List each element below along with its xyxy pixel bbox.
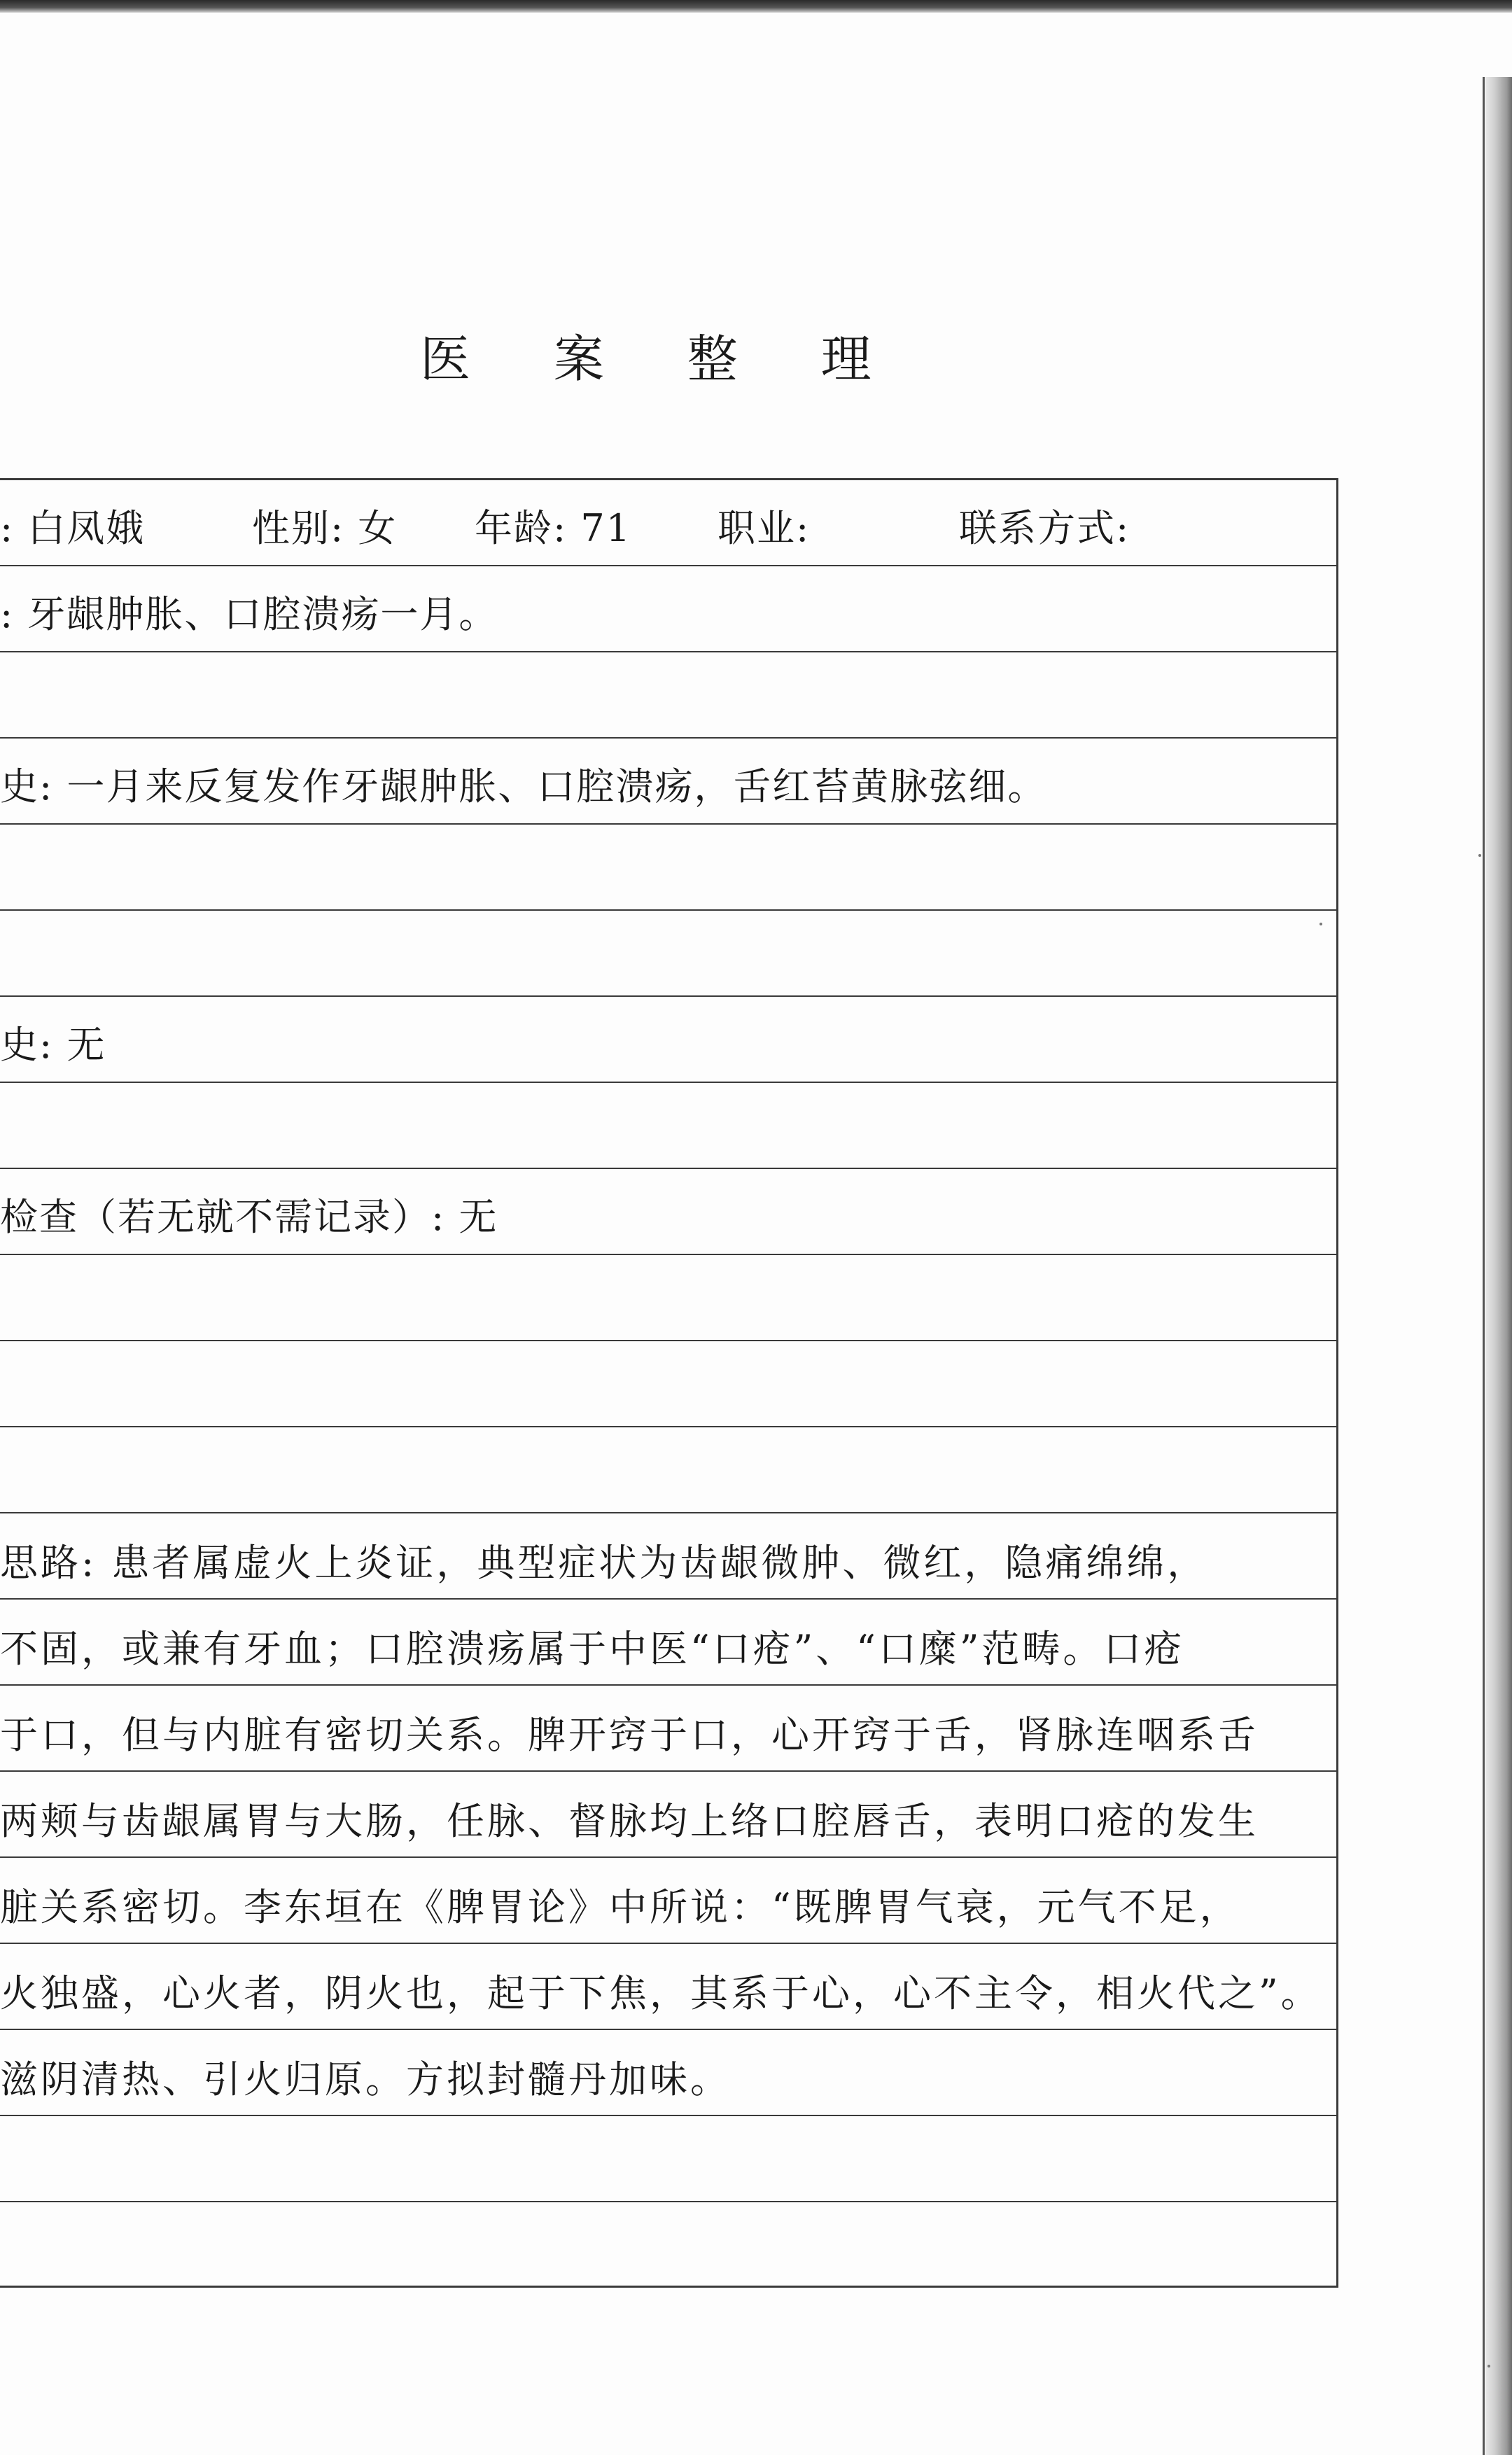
- past-history-text: 史: 无: [0, 1023, 106, 1067]
- patient-occupation: 职业:: [718, 506, 811, 550]
- examination-text: 检查（若无就不需记录）: 无: [0, 1195, 498, 1239]
- analysis-line: 思路: 患者属虚火上炎证，典型症状为齿龈微肿、微红，隐痛绵绵，: [0, 1541, 1208, 1585]
- present-illness-row: [0, 739, 1336, 825]
- analysis-line: 脏关系密切。李东垣在《脾胃论》中所说：“既脾胃气衰，元气不足，: [0, 1885, 1240, 1929]
- document-title: 医 案 整 理: [420, 330, 905, 389]
- patient-info-row: [0, 480, 1336, 566]
- analysis-line: 于口，但与内脏有密切关系。脾开窍于口，心开窍于舌，肾脉连咽系舌: [0, 1713, 1259, 1757]
- form-row-blank: [0, 1083, 1336, 1169]
- form-row-blank: [0, 825, 1336, 911]
- form-row-blank: [0, 911, 1336, 997]
- form-row-blank: [0, 652, 1336, 739]
- scanner-shadow-top: [0, 0, 1512, 13]
- patient-name: : 白凤娥: [0, 506, 146, 550]
- analysis-row: [0, 1772, 1336, 1858]
- case-record-form: [0, 478, 1338, 2288]
- patient-gender: 性别: 女: [252, 506, 398, 550]
- examination-row: [0, 1169, 1336, 1255]
- analysis-row: [0, 1944, 1336, 2030]
- analysis-row: [0, 1600, 1336, 1686]
- scan-speck: [1320, 923, 1322, 925]
- page-edge-line: [1483, 77, 1485, 2455]
- form-row-blank: [0, 1341, 1336, 1427]
- chief-complaint-text: : 牙龈肿胀、口腔溃疡一月。: [0, 592, 498, 636]
- patient-age: 年龄: 71: [475, 506, 632, 550]
- scan-speck: [1478, 854, 1481, 857]
- past-history-row: [0, 997, 1336, 1083]
- page-right-edge: [1485, 77, 1512, 2455]
- analysis-row: [0, 1686, 1336, 1772]
- treatment-line: 滋阴清热、引火归原。方拟封髓丹加味。: [0, 2057, 731, 2101]
- patient-contact: 联系方式:: [959, 506, 1130, 550]
- analysis-row: [0, 1513, 1336, 1600]
- analysis-line: 不固，或兼有牙血；口腔溃疡属于中医“口疮”、“口糜”范畴。口疮: [0, 1627, 1185, 1671]
- analysis-row: [0, 1858, 1336, 1944]
- analysis-line: 火独盛，心火者，阴火也，起于下焦，其系于心，心不主令，相火代之”。: [0, 1971, 1322, 2015]
- form-row-blank: [0, 1427, 1336, 1513]
- analysis-line: 两颊与齿龈属胃与大肠，任脉、督脉均上络口腔唇舌，表明口疮的发生: [0, 1799, 1259, 1843]
- treatment-row: [0, 2030, 1336, 2116]
- form-row-blank: [0, 2116, 1336, 2202]
- form-row-blank: [0, 2202, 1336, 2286]
- chief-complaint-row: [0, 566, 1336, 652]
- form-row-blank: [0, 1255, 1336, 1341]
- scan-speck: [1488, 2365, 1490, 2367]
- present-illness-text: 史: 一月来反复发作牙龈肿胀、口腔溃疡，舌红苔黄脉弦细。: [0, 764, 1047, 809]
